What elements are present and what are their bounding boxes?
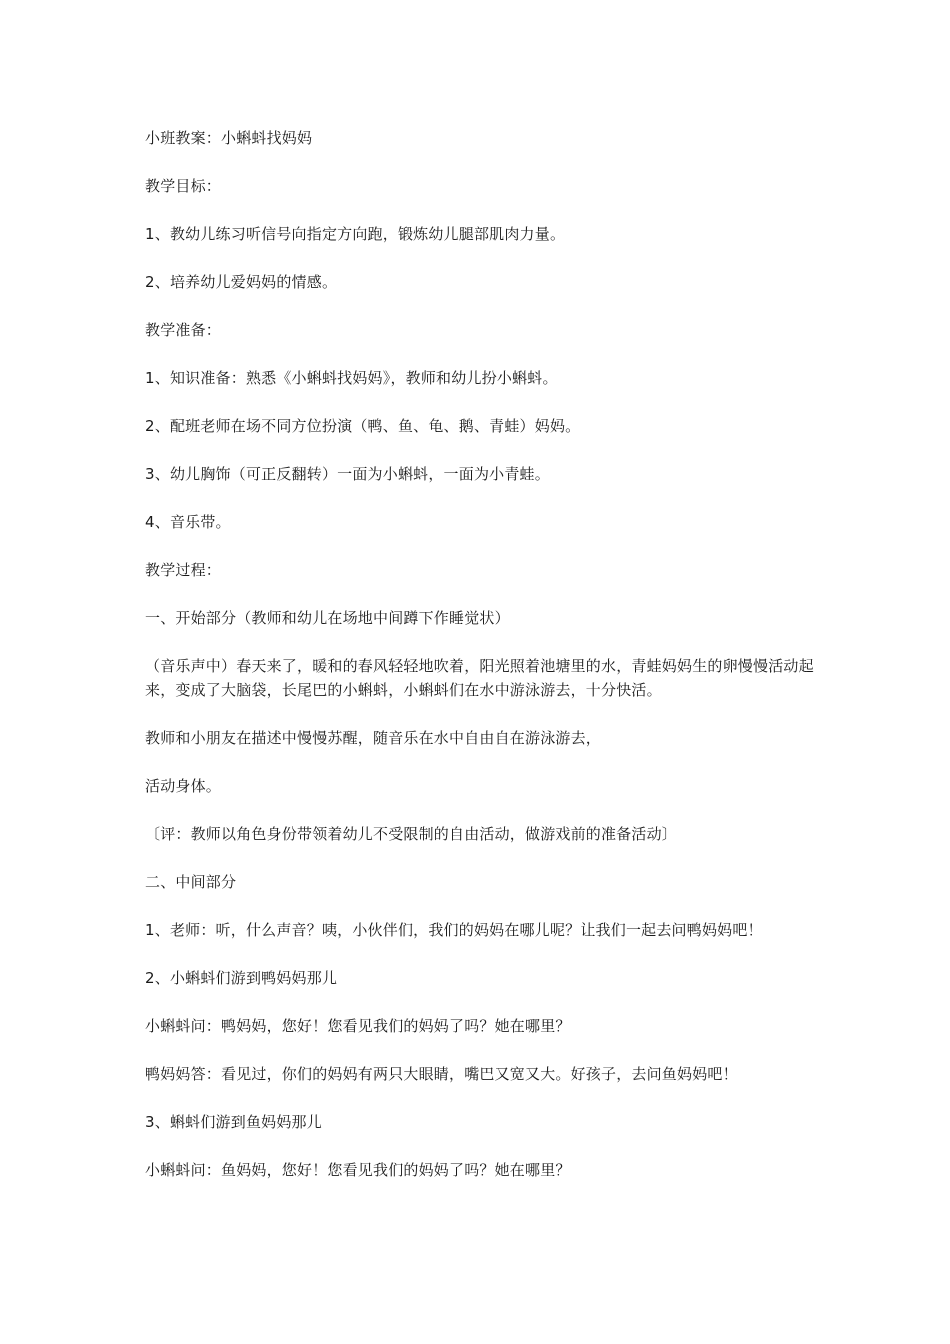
section-heading-preparation: 教学准备：	[145, 321, 222, 339]
process-step-2: 2、小蝌蚪们游到鸭妈妈那儿	[145, 969, 338, 987]
preparation-item-3: 3、幼儿胸饰（可正反翻转）一面为小蝌蚪，一面为小青蛙。	[145, 465, 550, 483]
preparation-item-1: 1、知识准备：熟悉《小蝌蚪找妈妈》，教师和幼儿扮小蝌蚪。	[145, 369, 558, 387]
process-step-1: 1、老师：听，什么声音？咦，小伙伴们，我们的妈妈在哪儿呢？让我们一起去问鸭妈妈吧！	[145, 921, 763, 939]
section-heading-goals: 教学目标：	[145, 177, 222, 195]
goal-item-1: 1、教幼儿练习听信号向指定方向跑，锻炼幼儿腿部肌肉力量。	[145, 225, 566, 243]
process-part-1-heading: 一、开始部分（教师和幼儿在场地中间蹲下作睡觉状）	[145, 609, 510, 627]
dialogue-line: 小蝌蚪问：鱼妈妈，您好！您看见我们的妈妈了吗？她在哪里？	[145, 1161, 571, 1179]
process-paragraph: 教师和小朋友在描述中慢慢苏醒，随音乐在水中自由自在游泳游去，	[145, 729, 602, 747]
goal-item-2: 2、培养幼儿爱妈妈的情感。	[145, 273, 338, 291]
document-body	[145, 126, 825, 1206]
preparation-item-4: 4、音乐带。	[145, 513, 231, 531]
process-step-3: 3、蝌蚪们游到鱼妈妈那儿	[145, 1113, 322, 1131]
preparation-item-2: 2、配班老师在场不同方位扮演（鸭、鱼、龟、鹅、青蛙）妈妈。	[145, 417, 581, 435]
dialogue-line: 鸭妈妈答：看见过，你们的妈妈有两只大眼睛，嘴巴又宽又大。好孩子，去问鱼妈妈吧！	[145, 1065, 738, 1083]
dialogue-line: 小蝌蚪问：鸭妈妈，您好！您看见我们的妈妈了吗？她在哪里？	[145, 1017, 571, 1035]
process-part-2-heading: 二、中间部分	[145, 873, 237, 891]
document-title: 小班教案：小蝌蚪找妈妈	[145, 129, 313, 147]
process-narration: （音乐声中）春天来了，暖和的春风轻轻地吹着，阳光照着池塘里的水，青蛙妈妈生的卵慢慢活动起来，变成了大脑袋，长尾巴的小蝌蚪，小蝌蚪们在水中游泳游去，十分快活。	[145, 657, 814, 699]
process-paragraph: 活动身体。	[145, 777, 222, 795]
process-comment: 〔评：教师以角色身份带领着幼儿不受限制的自由活动，做游戏前的准备活动〕	[145, 825, 678, 843]
section-heading-process: 教学过程：	[145, 561, 222, 579]
